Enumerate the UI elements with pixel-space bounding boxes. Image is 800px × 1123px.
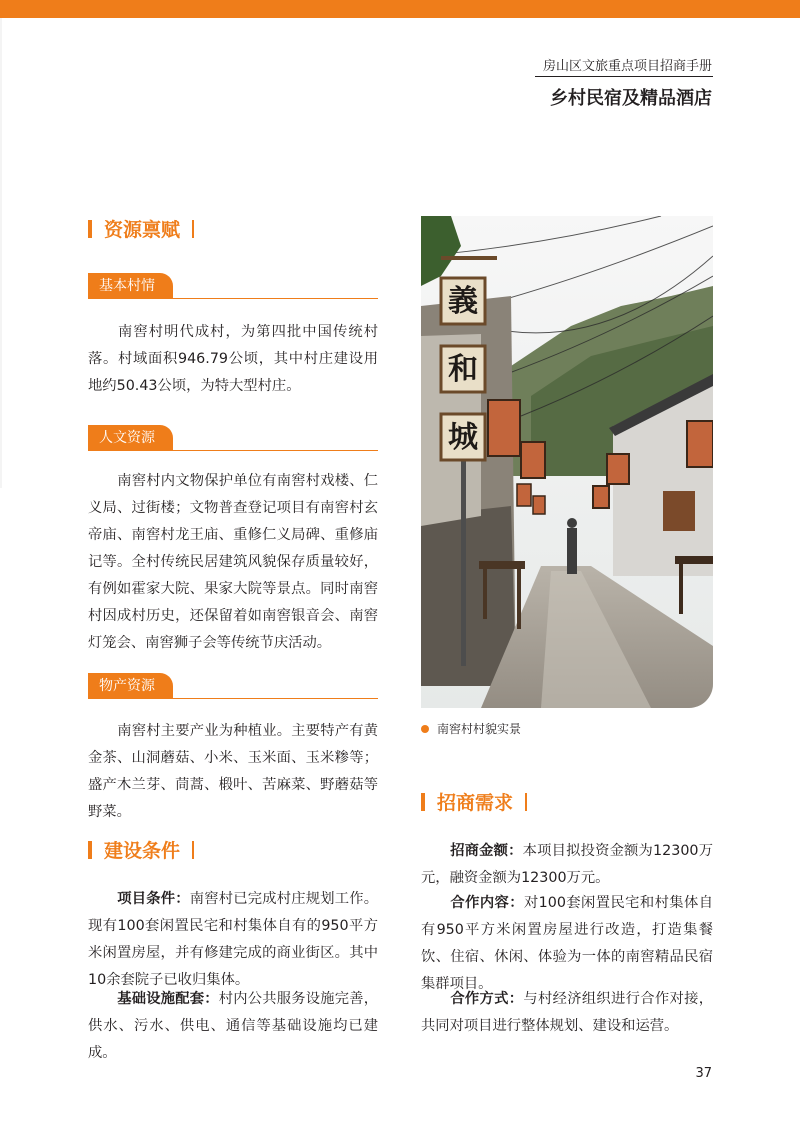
- tag-basic-village: [88, 272, 378, 299]
- manual-subtitle: 房山区文旅重点项目招商手册: [542, 59, 712, 74]
- section-title-text: 招商需求: [437, 792, 514, 814]
- section-title-resources: [88, 215, 194, 242]
- caption-text: 南窖村村貌实景: [437, 722, 522, 736]
- page-number: 37: [695, 1066, 712, 1081]
- paragraph-culture: 南窖村内文物保护单位有南窖村戏楼、仁义局、过街楼；文物普查登记项目有南窖村玄帝庙、南窖村龙王庙、重修仁义局碑、重修庙记等。全村传统民居建筑风貌保存质量较好，有例如霍家大院、果家大院等景点。同时南窖村因成村历史，还保留着如南窖银音会、南窖灯笼会、南窖狮子会等传统节庆活动。: [88, 473, 378, 651]
- top-accent-bar: [0, 0, 800, 18]
- page-edge-rule: [0, 18, 2, 488]
- tag-culture: [88, 424, 378, 451]
- page-title: 乡村民宿及精品酒店: [550, 88, 712, 109]
- sign-char-3: 城: [448, 420, 478, 455]
- tag-label: 基本村情: [88, 273, 173, 299]
- tag-label: 物产资源: [88, 673, 173, 699]
- section-thin-marker: [525, 793, 527, 811]
- paragraph-investment-amount: 招商金额：本项目拟投资金额为12300万元，融资金额为12300万元。: [421, 843, 714, 886]
- paragraph-cooperation-mode: 合作方式：与村经济组织进行合作对接，共同对项目进行整体规划、建设和运营。: [421, 991, 714, 1034]
- section-title-investment: [421, 788, 527, 815]
- header-divider: [535, 76, 713, 77]
- paragraph-products: 南窖村主要产业为种植业。主要特产有黄金茶、山洞蘑菇、小米、玉米面、玉米糁等；盛产木兰芽、茼蒿、椴叶、苦麻菜、野蘑菇等野菜。: [88, 723, 378, 820]
- tag-products: [88, 672, 378, 699]
- section-bar-marker: [88, 841, 92, 859]
- section-title-text: 建设条件: [104, 840, 181, 862]
- section-bar-marker: [421, 793, 425, 811]
- paragraph-cooperation-content: 合作内容：对100套闲置民宅和村集体自有950平方米闲置房屋进行改造，打造集餐饮、住宿、休闲、体验为一体的南窖精品民宿集群项目。: [421, 895, 714, 992]
- village-photo: [421, 216, 713, 708]
- section-thin-marker: [192, 841, 194, 859]
- photo-caption: [421, 720, 521, 737]
- section-thin-marker: [192, 220, 194, 238]
- section-bar-marker: [88, 220, 92, 238]
- section-title-construction: [88, 836, 194, 863]
- tag-label: 人文资源: [88, 425, 173, 451]
- section-title-text: 资源禀赋: [104, 219, 181, 241]
- paragraph-project-conditions: 项目条件：南窖村已完成村庄规划工作。现有100套闲置民宅和村集体自有的950平方米闲置房屋，并有修建完成的商业街区。其中10余套院子已收归集体。: [88, 891, 378, 988]
- sign-char-1: 義: [448, 284, 478, 319]
- paragraph-basic-village: 南窖村明代成村，为第四批中国传统村落。村域面积946.79公顷，其中村庄建设用地约50.43公顷，为特大型村庄。: [88, 324, 378, 394]
- caption-dot-icon: [421, 725, 429, 733]
- sign-char-2: 和: [448, 352, 478, 387]
- paragraph-infrastructure: 基础设施配套：村内公共服务设施完善，供水、污水、供电、通信等基础设施均已建成。: [88, 991, 378, 1061]
